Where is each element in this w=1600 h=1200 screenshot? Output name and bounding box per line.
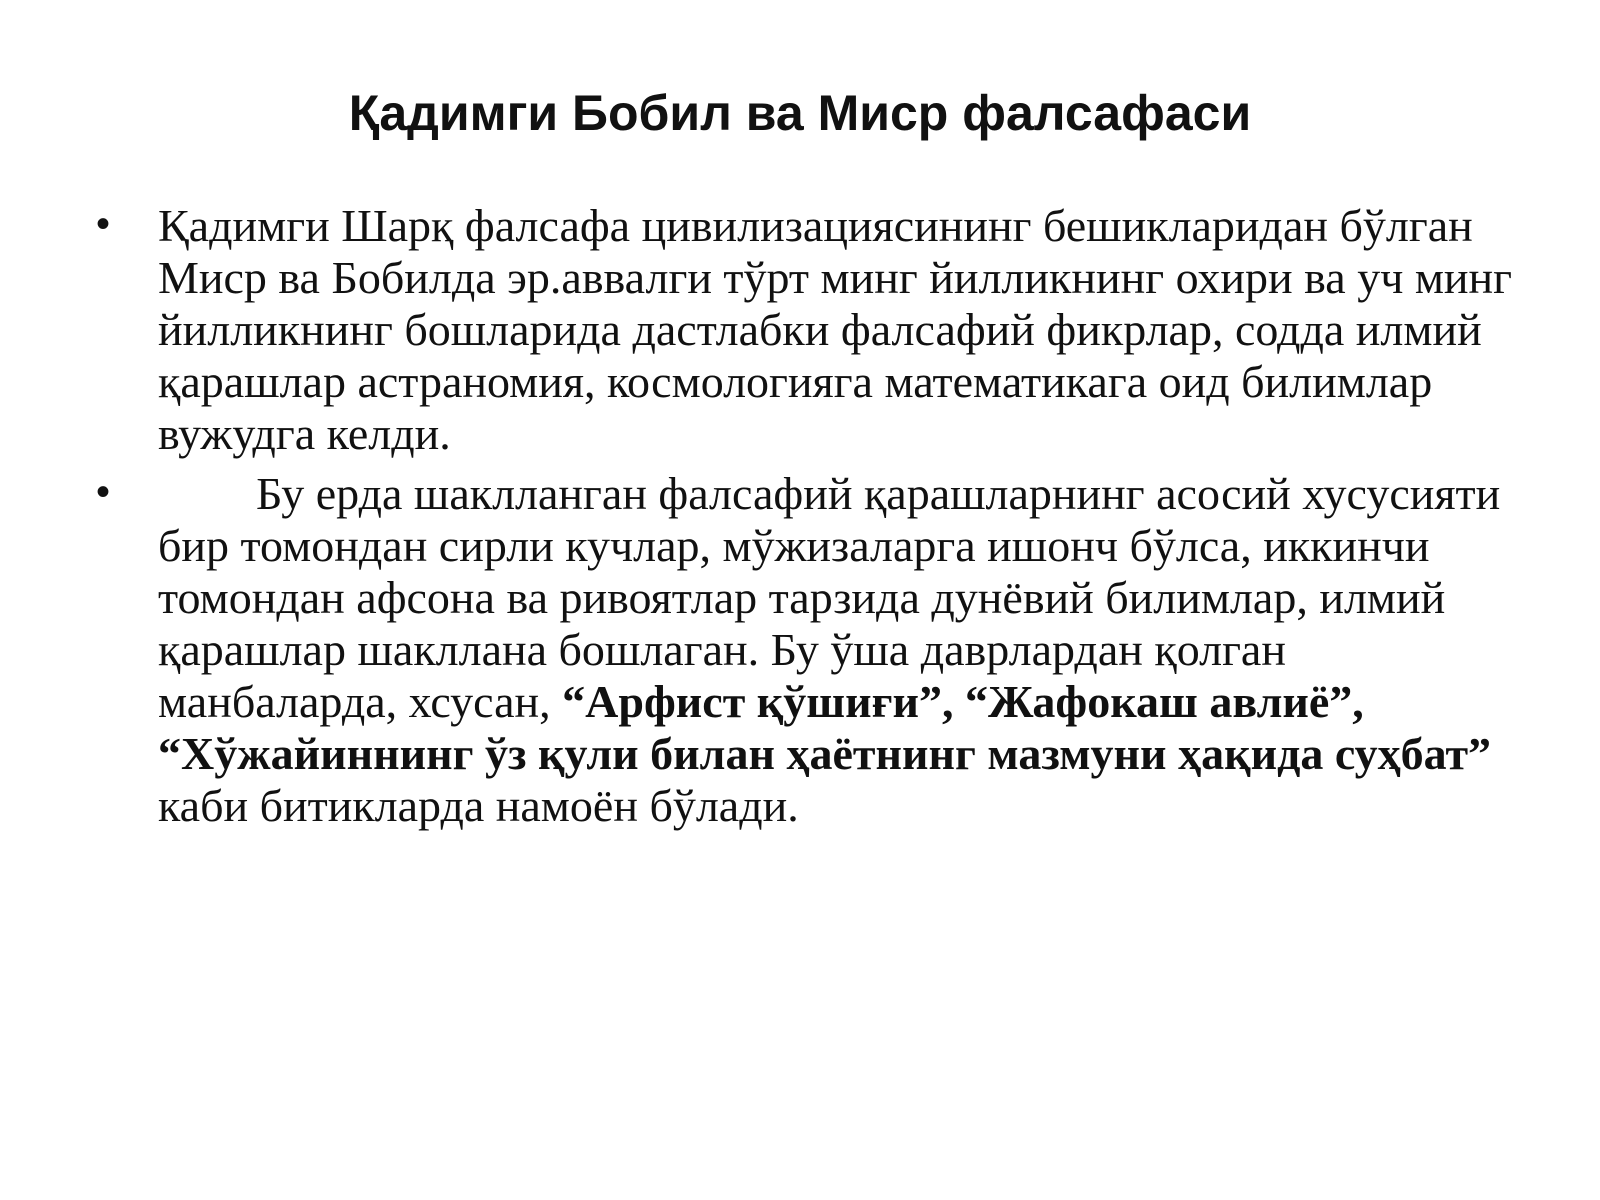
bullet-dot-icon: • [96, 202, 111, 246]
bullet-dot-icon: • [96, 470, 111, 514]
bullet-text-2-start: Бу ерда шаклланган фалсафий қарашларнинг асосий хусусияти бир томондан сирли кучлар, мўжизаларга ишонч бўлса, иккинчи томондан афсона ва ривоятлар тарзида дунёвий билимлар, илмий қарашлар шакллана бошлаган. Бу ўша даврлардан қолган манбаларда, хсусан, [158, 468, 1501, 727]
bullet-text-2-end: каби битикларда намоён бўлади. [158, 780, 799, 831]
bullet-list [96, 200, 1516, 840]
bullet-text-2 [158, 468, 1516, 832]
slide-title: Қадимги Бобил ва Миср фалсафаси [348, 85, 1252, 141]
bullet-text-2-works: “Арфист қўшиғи”, “Жафокаш авлиё”, “Хўжайиннинг ўз қули билан ҳаётнинг мазмуни ҳақида суҳбат” [158, 676, 1492, 779]
bullet-item-1 [96, 200, 1516, 460]
bullet-item-2 [96, 468, 1516, 832]
bullet-text-1: Қадимги Шарқ фалсафа цивилизациясининг бешикларидан бўлган Миср ва Бобилда эр.аввалги тўрт минг йилликнинг охири ва уч минг йилликнинг бошларида дастлабки фалсафий фикрлар, содда илмий қарашлар астраномия, космологияга математикага оид билимлар вужудга келди. [158, 200, 1513, 459]
